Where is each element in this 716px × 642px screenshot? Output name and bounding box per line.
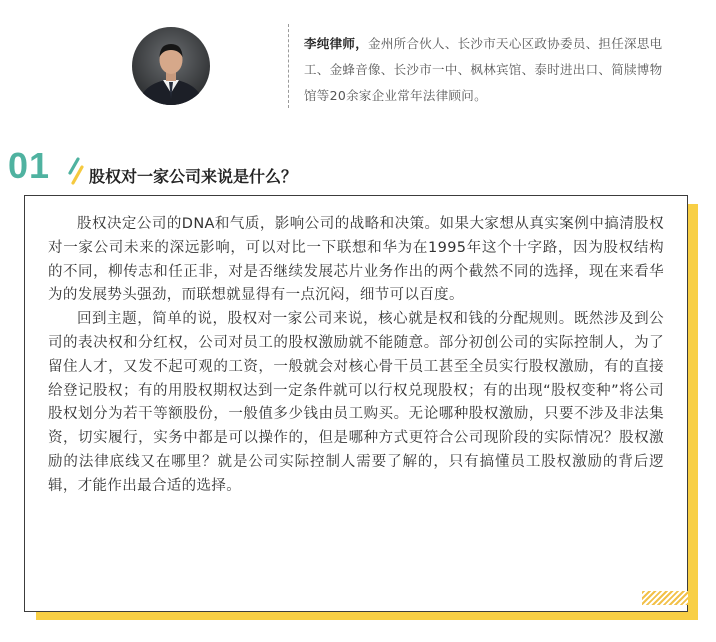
stripe-decoration: [642, 591, 688, 605]
content-card: [24, 195, 688, 612]
section-title: 股权对一家公司来说是什么？: [89, 167, 298, 186]
avatar-photo: [132, 27, 210, 105]
section-number: 01: [8, 145, 51, 186]
bio-divider: [288, 24, 289, 108]
paragraph-2: 回到主题，简单的说，股权对一家公司来说，核心就是权和钱的分配规则。既然涉及到公司的表决权和分红权，公司对员工的股权激励就不能随意。部分初创公司的实际控制人，为了留住人才，又发不起可观的工资，一般就会对核心骨干员工甚至全员实行股权激励，有的直接给登记股权；有的用股权期权达到一定条件就可以行权兑现股权；有的出现“股权变种”将公司股权划分为若干等额股份，一般值多少钱由员工购买。无论哪种股权激励，只要不涉及非法集资，切实履行，实务中都是可以操作的，但是哪种方式更符合公司现阶段的实际情况？股权激励的法律底线又在哪里？就是公司实际控制人需要了解的，只有搞懂员工股权激励的背后逻辑，才能作出最合适的选择。: [48, 311, 664, 494]
slash-accent-icon: [62, 156, 84, 186]
author-description: 金州所合伙人、长沙市天心区政协委员、担任深思电工、金蜂音像、长沙市一中、枫林宾馆、泰时进出口、简牍博物馆等20余家企业常年法律顾问。: [304, 36, 663, 103]
author-avatar: [132, 27, 210, 105]
paragraph-1: 股权决定公司的DNA和气质，影响公司的战略和决策。如果大家想从真实案例中搞清股权对一家公司未来的深远影响，可以对比一下联想和华为在1995年这个十字路，因为股权结构的不同，柳传志和任正非，对是否继续发展芯片业务作出的两个截然不同的选择，现在来看华为的发展势头强劲，而联想就显得有一点沉闷，细节可以百度。: [48, 216, 664, 304]
author-name: 李纯律师，: [304, 36, 369, 51]
author-bio: [304, 31, 664, 109]
